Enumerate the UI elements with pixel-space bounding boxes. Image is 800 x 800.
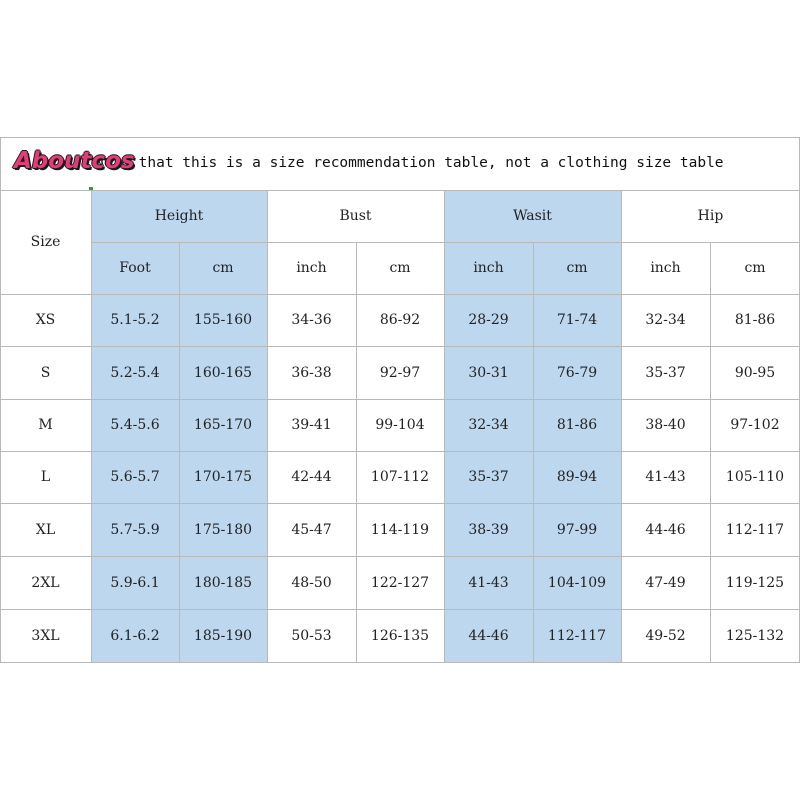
bust-header: Bust [339, 208, 372, 224]
grid-line [0, 137, 800, 138]
waist-cm-cell: 97-99 [556, 521, 598, 538]
waist-cm-cell: 89-94 [556, 469, 598, 485]
hip-inch-cell: 38-40 [645, 417, 686, 433]
waist-inch-cell: 41-43 [468, 574, 509, 591]
waist-inch-cell: 32-34 [468, 417, 509, 433]
bust-cm-cell: 122-127 [370, 574, 430, 591]
bust-inch-cell: 50-53 [291, 627, 332, 644]
size-cell: XL [35, 521, 56, 538]
unit-header: cm [744, 260, 766, 276]
waist-header: Wasit [513, 208, 552, 224]
hip-cm-cell: 81-86 [734, 312, 776, 328]
bust-inch-cell: 42-44 [291, 469, 332, 485]
height-foot-cell: 5.6-5.7 [110, 469, 160, 485]
unit-header: cm [212, 260, 234, 276]
height-foot-cell: 5.9-6.1 [110, 574, 160, 591]
height-cm-cell: 180-185 [193, 574, 253, 591]
height-foot-cell: 6.1-6.2 [110, 627, 160, 644]
unit-header: inch [473, 260, 504, 276]
waist-cm-cell: 112-117 [547, 627, 607, 644]
notice-text: Note that this is a size recommendation table, not a clothing size table [95, 155, 724, 171]
bust-cm-cell: 99-104 [375, 417, 425, 433]
waist-cm-cell: 76-79 [556, 364, 598, 381]
size-cell: S [40, 364, 51, 381]
hip-inch-cell: 49-52 [645, 627, 686, 644]
hip-header: Hip [697, 208, 724, 224]
bust-inch-cell: 34-36 [291, 312, 332, 328]
size-cell: L [40, 469, 51, 485]
bust-cm-cell: 86-92 [379, 312, 421, 328]
hip-inch-cell: 44-46 [645, 521, 686, 538]
bust-cm-cell: 114-119 [370, 521, 430, 538]
waist-cm-cell: 71-74 [556, 312, 598, 328]
waist-cm-cell: 81-86 [556, 417, 598, 433]
bust-cm-cell: 92-97 [379, 364, 421, 381]
hip-cm-cell: 90-95 [734, 364, 776, 381]
height-header: Height [154, 208, 204, 224]
unit-header: inch [650, 260, 681, 276]
hip-inch-cell: 32-34 [645, 312, 686, 328]
size-recommendation-table [0, 137, 800, 662]
waist-inch-cell: 28-29 [468, 312, 509, 328]
hip-inch-cell: 35-37 [645, 364, 686, 381]
unit-header: cm [566, 260, 588, 276]
bust-inch-cell: 39-41 [291, 417, 332, 433]
hip-inch-cell: 47-49 [645, 574, 686, 591]
height-foot-cell: 5.4-5.6 [110, 417, 160, 433]
hip-cm-cell: 112-117 [725, 521, 785, 538]
notice-row [0, 137, 800, 190]
waist-cm-cell: 104-109 [547, 574, 607, 591]
height-cm-cell: 155-160 [193, 312, 253, 328]
grid-line [0, 662, 800, 663]
hip-inch-cell: 41-43 [645, 469, 686, 485]
height-cm-cell: 165-170 [193, 417, 253, 433]
hip-cm-cell: 105-110 [725, 469, 785, 485]
bust-inch-cell: 48-50 [291, 574, 332, 591]
size-cell: M [38, 417, 53, 433]
bust-cm-cell: 107-112 [370, 469, 430, 485]
brand-logo: Aboutcos [14, 148, 135, 174]
height-cm-cell: 160-165 [193, 364, 253, 381]
waist-inch-cell: 30-31 [468, 364, 509, 381]
bust-inch-cell: 36-38 [291, 364, 332, 381]
height-foot-cell: 5.7-5.9 [110, 521, 160, 538]
hip-cm-cell: 119-125 [725, 574, 785, 591]
unit-header: inch [296, 260, 327, 276]
hip-cm-cell: 97-102 [730, 417, 780, 433]
size-cell: 2XL [31, 574, 60, 591]
bust-inch-cell: 45-47 [291, 521, 332, 538]
unit-header: cm [389, 260, 411, 276]
size-header: Size [30, 234, 61, 250]
height-cm-cell: 170-175 [193, 469, 253, 485]
size-cell: 3XL [31, 627, 60, 644]
height-cm-cell: 175-180 [193, 521, 253, 538]
waist-inch-cell: 38-39 [468, 521, 509, 538]
height-foot-cell: 5.2-5.4 [110, 364, 160, 381]
hip-cm-cell: 125-132 [725, 627, 785, 644]
size-cell: XS [35, 312, 56, 328]
waist-inch-cell: 35-37 [468, 469, 509, 485]
waist-inch-cell: 44-46 [468, 627, 509, 644]
bust-cm-cell: 126-135 [370, 627, 430, 644]
height-foot-cell: 5.1-5.2 [110, 312, 160, 328]
unit-header: Foot [119, 260, 151, 276]
height-cm-cell: 185-190 [193, 627, 253, 644]
